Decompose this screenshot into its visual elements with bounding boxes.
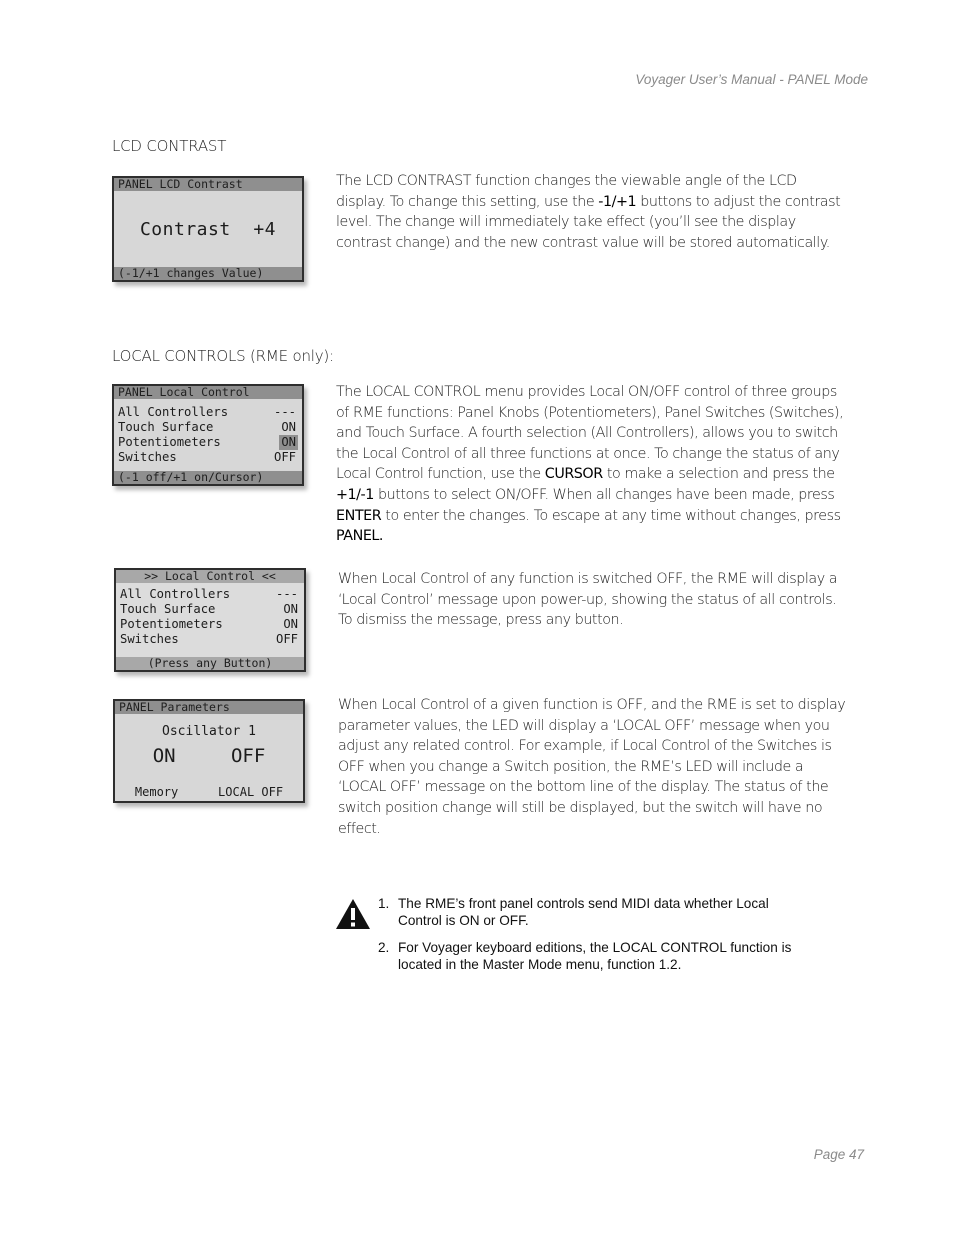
- keyword: +1/-1: [336, 486, 374, 503]
- lcd-row-potentiometers: Potentiometers ON: [120, 617, 298, 631]
- lcd-row-potentiometers: Potentiometers ON: [118, 435, 296, 449]
- lcd-row-all-controllers: All Controllers ---: [120, 587, 298, 601]
- page-number: Page 47: [813, 1147, 864, 1162]
- lcd-row-all-controllers: All Controllers ---: [118, 405, 296, 419]
- lcd-row-switches: Switches OFF: [120, 632, 298, 646]
- lcd-title-bar: PANEL Parameters: [115, 701, 303, 714]
- notes-list: [378, 895, 808, 983]
- lcd-title-bar: >> Local Control <<: [116, 570, 304, 583]
- lcd-contrast-paragraph: The LCD CONTRAST function changes the viewable angle of the LCD display. To change this setting, use the -1/+1 buttons to adjust the contrast level. The change will immediately take effect (you’ll see the display contrast change) and the new contrast value will be stored automatically.: [336, 173, 841, 251]
- powerup-paragraph: When Local Control of any function is switched OFF, the RME will display a ‘Local Control’ message upon power-up, showing the status of all controls. To dismiss the message, press any button.: [338, 571, 838, 629]
- lcd-big-values: [115, 744, 303, 768]
- lcd-powerup-screen: [114, 568, 306, 672]
- lcd-footer-bar: (-1/+1 changes Value): [114, 267, 302, 280]
- lcd-bottom-line: [115, 785, 303, 799]
- lcd-cursor-highlight: ON: [281, 435, 296, 449]
- lcd-footer-bar: (-1 off/+1 on/Cursor): [114, 471, 302, 484]
- lcd-contrast-screen: [112, 176, 304, 282]
- lcd-row-touch-surface: Touch Surface ON: [120, 602, 298, 616]
- lcd-row-switches: Switches OFF: [118, 450, 296, 464]
- lcd-title-bar: PANEL Local Control: [114, 386, 302, 399]
- lcd-parameters-screen: [113, 699, 305, 803]
- warning-triangle-icon: [335, 898, 371, 930]
- lcd-oscillator-label: Oscillator 1: [162, 724, 256, 739]
- lcd-left-value: ON: [152, 745, 176, 767]
- keyword: PANEL.: [336, 528, 384, 545]
- local-off-paragraph: When Local Control of a given function is OFF, and the RME is set to display parameter values, the LED will display a ‘LOCAL OFF’ message when you adjust any related control. For example, if Local Control of the Switches is OFF when you change a Switch position, the RME’s LED will include a ‘LOCAL OFF’ message on the bottom line of the display. The status of the switch position change will still be displayed, but the switch will have no effect.: [338, 697, 846, 837]
- note-item: 1. The RME’s front panel controls send MIDI data whether Local Control is ON or OFF.: [378, 896, 769, 928]
- note-item: 2. For Voyager keyboard editions, the LOCAL CONTROL function is located in the Master Mode menu, function 1.2.: [378, 940, 792, 972]
- lcd-footer-bar: (Press any Button): [116, 657, 304, 670]
- lcd-memory-label: Memory: [134, 785, 179, 799]
- local-controls-paragraph: The LOCAL CONTROL menu provides Local ON/OFF control of three groups of RME functions: Panel Knobs (Potentiometers), Panel Switches (Switches), and Touch Surface. A fourth selection (All Controllers), allows you to switch the Local Control of all three functions at once. To change the status of any Local Control function, use the CURSOR to make a selection and press the +1/-1 buttons to select ON/OFF. When all changes have been made, press ENTER to enter the changes. To escape at any time without changes, press PANEL.: [336, 384, 844, 545]
- section-heading-lcd-contrast: LCD CONTRAST: [112, 137, 227, 155]
- lcd-local-off-label: LOCAL OFF: [218, 785, 284, 799]
- lcd-title-bar: PANEL LCD Contrast: [114, 178, 302, 191]
- lcd-right-value: OFF: [230, 745, 266, 767]
- section-heading-local-controls: LOCAL CONTROLS (RME only):: [112, 347, 334, 365]
- running-header: Voyager User’s Manual - PANEL Mode: [635, 72, 868, 87]
- lcd-row-touch-surface: Touch Surface ON: [118, 420, 296, 434]
- lcd-local-control-screen: [112, 384, 304, 486]
- keyword: CURSOR: [544, 466, 603, 483]
- lcd-contrast-value: Contrast +4: [139, 219, 277, 240]
- keyword: ENTER: [336, 507, 382, 524]
- keyword: -1/+1: [598, 193, 637, 210]
